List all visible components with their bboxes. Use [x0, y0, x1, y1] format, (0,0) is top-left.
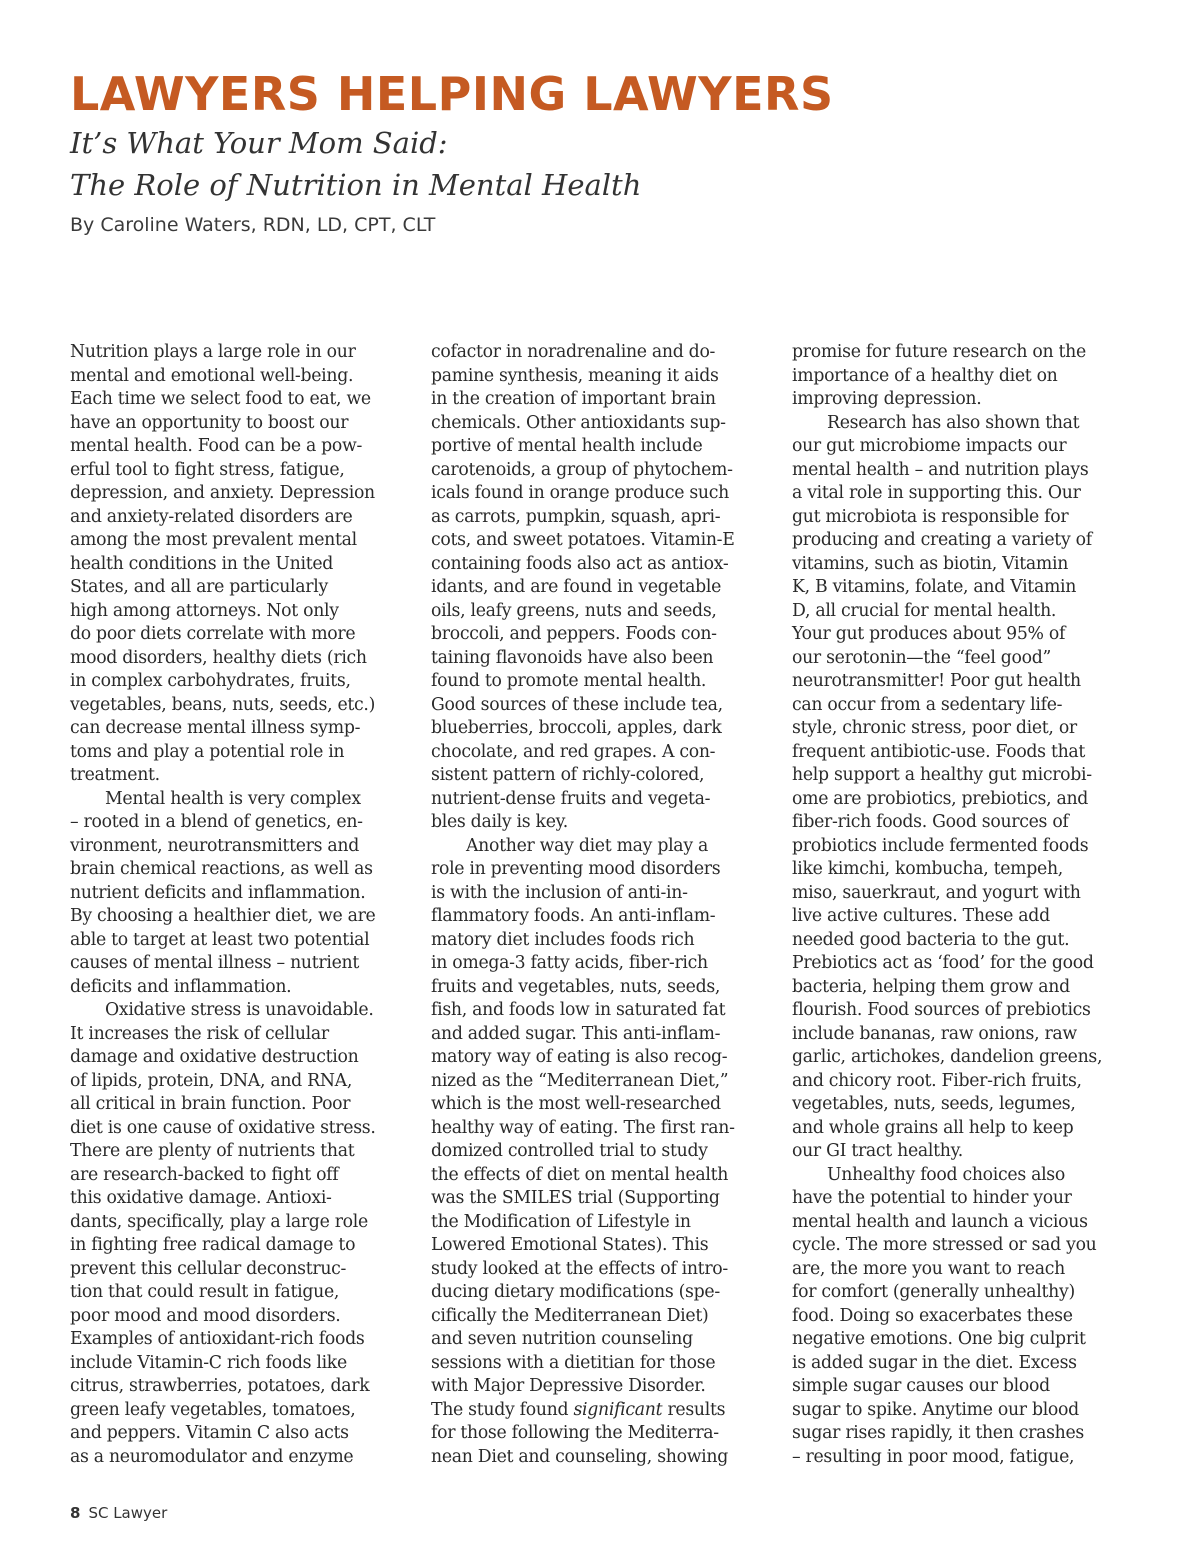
text-line: matory way of eating is also recog- — [431, 1047, 728, 1067]
text-line: and seven nutrition counseling — [431, 1329, 693, 1349]
text-line: causes of mental illness – nutrient — [70, 953, 359, 973]
text-line: matory diet includes foods rich — [431, 929, 695, 950]
text-line: poor mood and mood disorders. — [70, 1305, 341, 1326]
text-line: in the creation of important brain — [431, 389, 716, 409]
text-line: frequent antibiotic-use. Foods that — [792, 741, 1086, 762]
text-line: ducing dietary modifications (spe- — [431, 1282, 720, 1302]
text-line: importance of a healthy diet on — [792, 365, 1058, 386]
text-line: are, the more you want to reach — [792, 1258, 1065, 1279]
text-line: needed good bacteria to the gut. — [792, 929, 1070, 950]
text-line: gut microbiota is responsible for — [792, 506, 1069, 527]
text-line: in complex carbohydrates, fruits, — [70, 671, 351, 691]
text-line: help support a healthy gut microbi- — [792, 765, 1092, 785]
text-line: bacteria, helping them grow and — [792, 976, 1070, 997]
article-column-1 — [70, 341, 415, 1469]
text-line: vironment, neurotransmitters and — [70, 835, 359, 856]
text-line: is added sugar in the diet. Excess — [792, 1352, 1077, 1373]
text-line: bles daily is key. — [431, 812, 569, 832]
text-line: Good sources of these include tea, — [431, 694, 723, 715]
text-line: Nutrition plays a large role in our — [70, 342, 356, 362]
text-line: brain chemical reactions, as well as — [70, 859, 373, 879]
text-line: garlic, artichokes, dandelion greens, — [792, 1047, 1103, 1067]
text-line: for comfort (generally unhealthy) — [792, 1282, 1075, 1302]
text-line: negative emotions. One big culprit — [792, 1329, 1086, 1349]
text-line: study looked at the effects of intro- — [431, 1258, 728, 1279]
text-line — [431, 1399, 776, 1423]
emphasis-word: significant — [573, 1399, 663, 1420]
text-line: simple sugar causes our blood — [792, 1376, 1050, 1396]
text-line: cifically the Mediterranean Diet) — [431, 1305, 709, 1326]
text-line: – rooted in a blend of genetics, en- — [70, 812, 363, 832]
text-line: include Vitamin-C rich foods like — [70, 1352, 347, 1373]
text-line: By choosing a healthier diet, we are — [70, 906, 376, 926]
text-line: this oxidative damage. Antioxi- — [70, 1188, 332, 1208]
text-line: carotenoids, a group of phytochem- — [431, 459, 733, 480]
text-line: vegetables, nuts, seeds, legumes, — [792, 1094, 1076, 1114]
text-line: live active cultures. These add — [792, 906, 1050, 926]
text-line: toms and play a potential role in — [70, 741, 345, 762]
text-line: There are plenty of nutrients that — [70, 1141, 355, 1161]
text-line: mental health – and nutrition plays — [792, 459, 1089, 480]
text-line: as carrots, pumpkin, squash, apri- — [431, 506, 721, 527]
text-line: have an opportunity to boost our — [70, 412, 349, 433]
text-line: health conditions in the United — [70, 553, 334, 574]
text-line: damage and oxidative destruction — [70, 1047, 359, 1067]
text-line: vegetables, beans, nuts, seeds, etc.) — [70, 694, 376, 715]
text-line: diet is one cause of oxidative stress. — [70, 1117, 376, 1138]
text-line: citrus, strawberries, potatoes, dark — [70, 1376, 370, 1396]
text-line: as a neuromodulator and enzyme — [70, 1446, 354, 1467]
text-line: dants, specifically, play a large role — [70, 1211, 368, 1232]
text-line: mental health. Food can be a pow- — [70, 436, 363, 456]
text-line: our gut microbiome impacts our — [792, 436, 1067, 456]
page-number: 8 — [70, 1504, 81, 1522]
text-line: treatment. — [70, 765, 160, 785]
text-line: among the most prevalent mental — [70, 530, 357, 550]
text-line: – resulting in poor mood, fatigue, — [792, 1446, 1075, 1467]
text-line: nutrient-dense fruits and vegeta- — [431, 788, 711, 809]
text-line: cofactor in noradrenaline and do- — [431, 342, 716, 362]
headline-line: The Role of Nutrition in Mental Health — [70, 168, 642, 202]
article-column-3 — [792, 341, 1137, 1469]
text-line: D, all crucial for mental health. — [792, 600, 1057, 621]
text-line: Another way diet may play a — [466, 835, 708, 856]
text-line: which is the most well-researched — [431, 1094, 721, 1114]
text-line: our serotonin—the “feel good” — [792, 647, 1052, 668]
text-line: mental health and launch a vicious — [792, 1211, 1088, 1232]
page-footer — [70, 1502, 167, 1524]
text-line: prevent this cellular deconstruc- — [70, 1258, 347, 1279]
text-line: is with the inclusion of anti-in- — [431, 882, 688, 903]
text-line: do poor diets correlate with more — [70, 624, 356, 644]
text-line: our GI tract healthy. — [792, 1141, 963, 1161]
text-line: fruits and vegetables, nuts, seeds, — [431, 976, 721, 997]
text-line: chemicals. Other antioxidants sup- — [431, 412, 726, 433]
text-line: erful tool to fight stress, fatigue, — [70, 459, 345, 480]
text-fragment: The study found — [431, 1399, 569, 1420]
text-line: all critical in brain function. Poor — [70, 1094, 351, 1114]
text-line: cycle. The more stressed or sad you — [792, 1235, 1097, 1255]
text-line: in fighting free radical damage to — [70, 1235, 356, 1255]
publication-name: SC Lawyer — [88, 1504, 168, 1522]
text-line: idants, and are found in vegetable — [431, 577, 722, 597]
text-line: cots, and sweet potatoes. Vitamin-E — [431, 530, 735, 550]
text-line: ome are probiotics, prebiotics, and — [792, 788, 1089, 809]
text-line: nized as the “Mediterranean Diet,” — [431, 1070, 729, 1091]
text-line: was the SMILES trial (Supporting — [431, 1188, 720, 1208]
section-title: LAWYERS HELPING LAWYERS — [70, 67, 834, 121]
article-headline — [70, 122, 641, 206]
text-line: Prebiotics act as ‘food’ for the good — [792, 953, 1094, 973]
text-line: mental and emotional well-being. — [70, 365, 354, 386]
text-line: Each time we select food to eat, we — [70, 389, 371, 409]
text-line: containing foods also act as antiox- — [431, 553, 729, 574]
text-line: high among attorneys. Not only — [70, 600, 339, 621]
text-line: probiotics include fermented foods — [792, 835, 1089, 856]
text-line: tion that could result in fatigue, — [70, 1282, 340, 1302]
article-column-2 — [431, 341, 776, 1469]
text-line: sessions with a dietitian for those — [431, 1352, 716, 1373]
text-line: able to target at least two potential — [70, 929, 370, 950]
text-line: nutrient deficits and inflammation. — [70, 882, 366, 903]
text-line: fish, and foods low in saturated fat — [431, 1000, 726, 1020]
text-line: like kimchi, kombucha, tempeh, — [792, 859, 1063, 879]
text-line: include bananas, raw onions, raw — [792, 1023, 1077, 1044]
text-line: blueberries, broccoli, apples, dark — [431, 718, 722, 738]
text-line: sugar to spike. Anytime our blood — [792, 1399, 1079, 1420]
text-line: taining flavonoids have also been — [431, 647, 714, 668]
headline-line: It’s What Your Mom Said: — [70, 126, 448, 160]
text-line: Research has also shown that — [827, 412, 1080, 433]
text-line: found to promote mental health. — [431, 671, 707, 691]
text-line: producing and creating a variety of — [792, 530, 1092, 550]
text-line: fiber-rich foods. Good sources of — [792, 812, 1069, 832]
text-line: of lipids, protein, DNA, and RNA, — [70, 1070, 353, 1091]
text-line: are research-backed to fight off — [70, 1164, 339, 1185]
text-line: and whole grains all help to keep — [792, 1117, 1074, 1138]
text-line: flourish. Food sources of prebiotics — [792, 1000, 1091, 1020]
text-line: broccoli, and peppers. Foods con- — [431, 624, 717, 644]
text-line: It increases the risk of cellular — [70, 1023, 329, 1044]
text-line: Examples of antioxidant-rich foods — [70, 1329, 365, 1349]
text-line: K, B vitamins, folate, and Vitamin — [792, 577, 1077, 597]
text-line: role in preventing mood disorders — [431, 859, 721, 879]
text-line: deficits and inflammation. — [70, 976, 292, 997]
text-line: sistent pattern of richly-colored, — [431, 765, 705, 785]
byline: By Caroline Waters, RDN, LD, CPT, CLT — [70, 214, 436, 236]
text-line: Lowered Emotional States). This — [431, 1235, 709, 1255]
text-line: style, chronic stress, poor diet, or — [792, 718, 1077, 738]
text-line: Unhealthy food choices also — [827, 1164, 1065, 1185]
text-line: depression, and anxiety. Depression — [70, 483, 375, 503]
text-line: vitamins, such as biotin, Vitamin — [792, 553, 1069, 574]
text-line: and anxiety-related disorders are — [70, 506, 353, 527]
text-line: in omega-3 fatty acids, fiber-rich — [431, 953, 708, 973]
text-line: miso, sauerkraut, and yogurt with — [792, 882, 1081, 903]
text-line: improving depression. — [792, 389, 982, 409]
text-line: can occur from a sedentary life- — [792, 694, 1063, 715]
text-line: food. Doing so exacerbates these — [792, 1305, 1073, 1326]
text-line: have the potential to hinder your — [792, 1188, 1072, 1208]
text-line: domized controlled trial to study — [431, 1141, 708, 1161]
text-line: pamine synthesis, meaning it aids — [431, 365, 719, 386]
text-line: flammatory foods. An anti-inflam- — [431, 906, 716, 926]
text-line: and chicory root. Fiber-rich fruits, — [792, 1070, 1082, 1091]
text-line: mood disorders, healthy diets (rich — [70, 647, 367, 668]
text-line: can decrease mental illness symp- — [70, 718, 361, 738]
text-line: the effects of diet on mental health — [431, 1164, 729, 1185]
text-line: chocolate, and red grapes. A con- — [431, 741, 716, 762]
text-line: green leafy vegetables, tomatoes, — [70, 1399, 356, 1420]
text-line: promise for future research on the — [792, 342, 1086, 362]
text-line: and added sugar. This anti-inflam- — [431, 1023, 721, 1044]
text-line: oils, leafy greens, nuts and seeds, — [431, 600, 717, 621]
text-line: a vital role in supporting this. Our — [792, 483, 1081, 503]
text-line: the Modification of Lifestyle in — [431, 1211, 691, 1232]
text-line: sugar rises rapidly, it then crashes — [792, 1423, 1084, 1443]
text-line: healthy way of eating. The first ran- — [431, 1117, 735, 1138]
text-line: and peppers. Vitamin C also acts — [70, 1423, 349, 1443]
text-line: Mental health is very complex — [105, 788, 361, 809]
text-line: neurotransmitter! Poor gut health — [792, 671, 1081, 691]
text-line: Your gut produces about 95% of — [792, 624, 1066, 644]
text-line: icals found in orange produce such — [431, 483, 729, 503]
text-line: for those following the Mediterra- — [431, 1423, 719, 1443]
text-line: with Major Depressive Disorder. — [431, 1376, 706, 1396]
text-line: nean Diet and counseling, showing — [431, 1446, 729, 1467]
text-line: portive of mental health include — [431, 436, 703, 456]
text-line: Oxidative stress is unavoidable. — [105, 1000, 374, 1020]
text-fragment: results — [667, 1399, 726, 1420]
text-line: States, and all are particularly — [70, 577, 328, 597]
